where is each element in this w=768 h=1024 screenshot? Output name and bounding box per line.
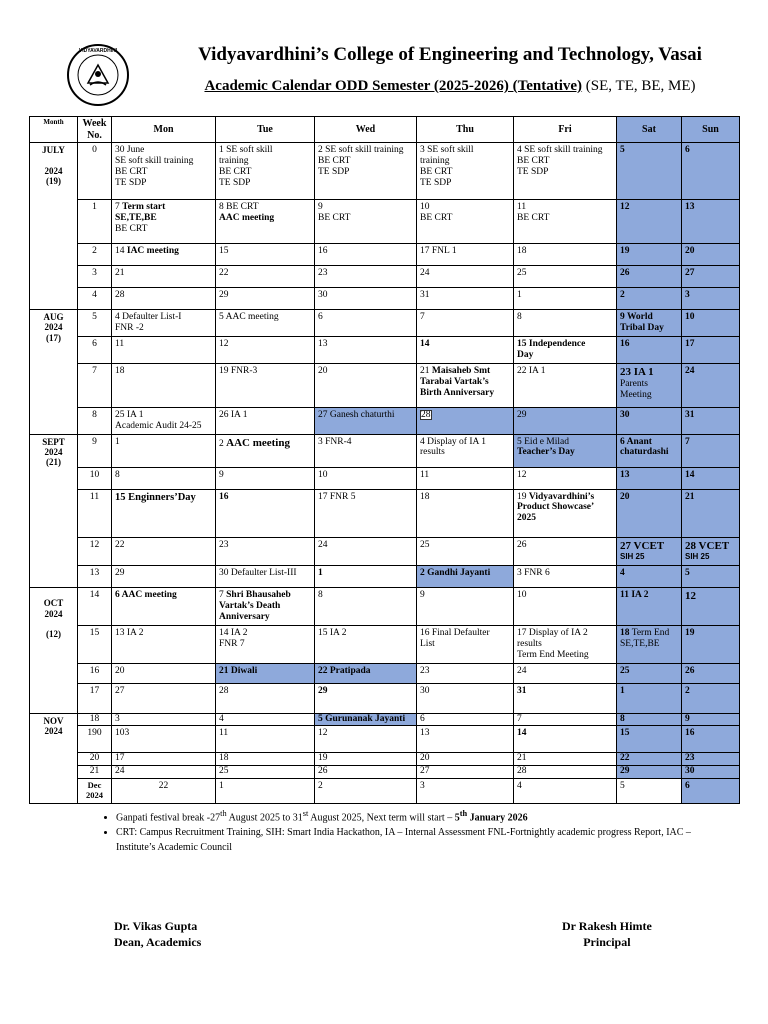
- college-title: Vidyavardhini’s College of Engineering and Technology, Vasai: [198, 44, 702, 65]
- cell-thu: 31: [417, 288, 514, 310]
- table-row: [30, 779, 740, 804]
- week-no: 11: [78, 489, 112, 537]
- table-row: [30, 626, 740, 664]
- table-row: [30, 434, 740, 467]
- table-row: [30, 407, 740, 434]
- note-sup: st: [302, 809, 309, 818]
- cell-sun: 30: [682, 766, 740, 779]
- week-no: 21: [78, 766, 112, 779]
- cell-fri: 12: [514, 467, 617, 489]
- calendar-subtitle-tail: (SE, TE, BE, ME): [582, 78, 696, 94]
- cell-sat: 29: [617, 766, 682, 779]
- month-july: JULY 2024 (19): [30, 143, 78, 310]
- cell-sun: 16: [682, 726, 740, 753]
- col-header-mon: Mon: [112, 117, 216, 143]
- table-row: [30, 244, 740, 266]
- month-aug: AUG 2024 (17): [30, 310, 78, 435]
- cell-sun: 24: [682, 363, 740, 407]
- cell-sat: 22: [617, 753, 682, 766]
- table-row: [30, 566, 740, 588]
- cell-fri: 29: [514, 407, 617, 434]
- cell-wed: 3: [417, 779, 514, 804]
- cell-fri: 31: [514, 684, 617, 714]
- cell-thu: 30: [417, 684, 514, 714]
- cell-fri: 15 Independence Day: [514, 336, 617, 363]
- cell-mon: 4 Defaulter List-I FNR -2: [112, 310, 216, 337]
- cell-wed: 27 Ganesh chaturthi: [315, 407, 417, 434]
- cell-fri: 11 BE CRT: [514, 200, 617, 244]
- cell-sat: 16: [617, 336, 682, 363]
- cell-sat: 9 World Tribal Day: [617, 310, 682, 337]
- cell-tue: 23: [216, 537, 315, 566]
- cell-event: AAC meeting: [226, 436, 290, 449]
- note-text: Ganpati festival break -27: [116, 812, 221, 824]
- cell-thu: 20: [417, 753, 514, 766]
- cell-wed: 6: [315, 310, 417, 337]
- table-row: [30, 588, 740, 626]
- cell-day: 18: [620, 628, 630, 639]
- week-no: 15: [78, 626, 112, 664]
- cell-mon: 24: [112, 766, 216, 779]
- cell-sun: 9: [682, 714, 740, 726]
- signature-name: Dr. Vikas Gupta: [114, 919, 198, 933]
- cell-tue: 16: [216, 489, 315, 537]
- cell-tue: [216, 588, 315, 626]
- cell-thu: 4: [514, 779, 617, 804]
- cell-event: 23 IA 1: [620, 365, 654, 378]
- table-row: [30, 200, 740, 244]
- cell-tue: 2: [315, 779, 417, 804]
- cell-note: BE CRT: [115, 223, 148, 234]
- col-header-tue: Tue: [216, 117, 315, 143]
- cell-sun: 13: [682, 200, 740, 244]
- cell-wed: 9 BE CRT: [315, 200, 417, 244]
- cell-mon: 11: [112, 336, 216, 363]
- week-no: 9: [78, 434, 112, 467]
- cell-tue: 12: [216, 336, 315, 363]
- cell-sat: 13: [617, 467, 682, 489]
- cell-sun: 10: [682, 310, 740, 337]
- week-no: 10: [78, 467, 112, 489]
- week-no: 22: [112, 779, 216, 804]
- cell-fri: 17 Display of IA 2 results Term End Meeting: [514, 626, 617, 664]
- cell-thu: 13: [417, 726, 514, 753]
- cell-note: SIH 25: [620, 552, 645, 562]
- col-header-thu: Thu: [417, 117, 514, 143]
- week-no: 5: [78, 310, 112, 337]
- cell-thu: 27: [417, 766, 514, 779]
- cell-mon: 15 Enginners’Day: [112, 489, 216, 537]
- cell-wed: 30: [315, 288, 417, 310]
- cell-fri: 7: [514, 714, 617, 726]
- cell-mon: 1: [216, 779, 315, 804]
- cell-sun: 19: [682, 626, 740, 664]
- col-header-sat: Sat: [617, 117, 682, 143]
- col-header-week: Week No.: [78, 117, 112, 143]
- cell-thu: 2 Gandhi Jayanti: [417, 566, 514, 588]
- cell-sun: 14: [682, 467, 740, 489]
- cell-wed: 12: [315, 726, 417, 753]
- cell-thu: 16 Final Defaulter List: [417, 626, 514, 664]
- cell-tue: 30 Defaulter List-III: [216, 566, 315, 588]
- cell-day: 28: [421, 409, 431, 420]
- cell-thu: 3 SE soft skill training BE CRT TE SDP: [417, 143, 514, 200]
- calendar-subtitle-main: Academic Calendar ODD Semester (2025-2026) (Tentative): [204, 78, 583, 94]
- cell-tue: 22: [216, 266, 315, 288]
- cell-day: 14: [115, 246, 127, 256]
- table-row: [30, 288, 740, 310]
- cell-mon: 27: [112, 684, 216, 714]
- signature-role: Dean, Academics: [114, 935, 202, 950]
- col-header-wed: Wed: [315, 117, 417, 143]
- cell-fri: 4 SE soft skill training BE CRT TE SDP: [514, 143, 617, 200]
- cell-thu: 18: [417, 489, 514, 537]
- cell-sun: 21: [682, 489, 740, 537]
- signature-dean: [114, 918, 201, 950]
- cell-day: 19: [517, 491, 529, 502]
- week-no: 1: [78, 200, 112, 244]
- note-sup: th: [220, 809, 227, 818]
- cell-mon: 28: [112, 288, 216, 310]
- cell-mon: [112, 244, 216, 266]
- cell-sat: 4: [617, 566, 682, 588]
- week-no: 17: [78, 684, 112, 714]
- cell-sat: 25: [617, 664, 682, 684]
- cell-event: Shri Bhausaheb Vartak’s Death Anniversary: [219, 590, 291, 623]
- week-no: 2: [78, 244, 112, 266]
- cell-mon: 103: [112, 726, 216, 753]
- cell-sun: 26: [682, 664, 740, 684]
- cell-tue: 26 IA 1: [216, 407, 315, 434]
- cell-thu: [417, 363, 514, 407]
- cell-sun: [682, 537, 740, 566]
- month-sept: SEPT 2024 (21): [30, 434, 78, 588]
- cell-tue: 21 Diwali: [216, 664, 315, 684]
- table-row: [30, 336, 740, 363]
- cell-fri: 21: [514, 753, 617, 766]
- cell-thu: 4 Display of IA 1 results: [417, 434, 514, 467]
- cell-event: Maisaheb Smt Tarabai Vartak’s Birth Anniversary: [420, 365, 495, 398]
- cell-tue: 29: [216, 288, 315, 310]
- cell-tue: 1 SE soft skill training BE CRT TE SDP: [216, 143, 315, 200]
- college-logo: [66, 43, 130, 107]
- cell-thu: 7: [417, 310, 514, 337]
- table-row: [30, 753, 740, 766]
- table-row: [30, 664, 740, 684]
- cell-mon: 17: [112, 753, 216, 766]
- cell-wed: 24: [315, 537, 417, 566]
- cell-event: Term End SE,TE,BE: [620, 628, 670, 650]
- cell-tue: 25: [216, 766, 315, 779]
- cell-thu: [417, 407, 514, 434]
- month-dec: Dec 2024: [78, 779, 112, 804]
- month-nov: NOV 2024: [30, 714, 78, 804]
- table-row: [30, 684, 740, 714]
- cell-mon: 8: [112, 467, 216, 489]
- cell-tue: 4: [216, 714, 315, 726]
- cell-day: 21: [420, 365, 432, 376]
- cell-tue: 28: [216, 684, 315, 714]
- cell-thu: 11: [417, 467, 514, 489]
- cell-sat: 1: [617, 684, 682, 714]
- cell-fri: 8: [514, 310, 617, 337]
- cell-wed: 5 Gurunanak Jayanti: [315, 714, 417, 726]
- cell-tue: 9: [216, 467, 315, 489]
- cell-sat: 19: [617, 244, 682, 266]
- cell-sat: 20: [617, 489, 682, 537]
- week-no: 18: [78, 714, 112, 726]
- cell-sun: 17: [682, 336, 740, 363]
- cell-wed: 19: [315, 753, 417, 766]
- cell-fri: [514, 434, 617, 467]
- cell-event: AAC meeting: [219, 212, 275, 223]
- week-no: 7: [78, 363, 112, 407]
- cell-fri: 22 IA 1: [514, 363, 617, 407]
- cell-wed: 13: [315, 336, 417, 363]
- note-date: January 2026: [467, 812, 528, 824]
- col-header-sun: Sun: [682, 117, 740, 143]
- cell-wed: 3 FNR-4: [315, 434, 417, 467]
- table-row: [30, 266, 740, 288]
- cell-wed: 10: [315, 467, 417, 489]
- cell-fri: 28: [514, 766, 617, 779]
- cell-wed: 8: [315, 588, 417, 626]
- cell-tue: 14 IA 2 FNR 7: [216, 626, 315, 664]
- svg-text:VIDYAVARDHINI: VIDYAVARDHINI: [78, 48, 118, 54]
- week-no: 20: [78, 753, 112, 766]
- cell-day: 7: [219, 590, 227, 601]
- month-oct: OCT 2024 (12): [30, 588, 78, 714]
- cell-wed: 1: [315, 566, 417, 588]
- cell-wed: 23: [315, 266, 417, 288]
- cell-mon: 20: [112, 664, 216, 684]
- cell-tue: [216, 434, 315, 467]
- table-row: [30, 714, 740, 726]
- cell-day: 5 Eid e Milad: [517, 436, 569, 447]
- note-text: August 2025, Next term will start –: [308, 812, 455, 824]
- cell-sun: 7: [682, 434, 740, 467]
- cell-mon: 18: [112, 363, 216, 407]
- cell-fri: 24: [514, 664, 617, 684]
- cell-mon: 30 June SE soft skill training BE CRT TE SDP: [112, 143, 216, 200]
- cell-day: 2: [219, 438, 227, 449]
- cell-mon: 1: [112, 434, 216, 467]
- cell-mon: [112, 200, 216, 244]
- cell-sat: 12: [617, 200, 682, 244]
- cell-tue: 18: [216, 753, 315, 766]
- cell-fri: 3 FNR 6: [514, 566, 617, 588]
- cell-mon: 29: [112, 566, 216, 588]
- cell-sat: [617, 363, 682, 407]
- cell-event: Teacher’s Day: [517, 447, 575, 458]
- note-sup: th: [459, 809, 468, 818]
- cell-tue: 19 FNR-3: [216, 363, 315, 407]
- cell-fri: [514, 489, 617, 537]
- week-no: 190: [78, 726, 112, 753]
- cell-mon: 3: [112, 714, 216, 726]
- cell-sat: [617, 626, 682, 664]
- cell-mon: 13 IA 2: [112, 626, 216, 664]
- cell-fri: 25: [514, 266, 617, 288]
- table-row: [30, 363, 740, 407]
- note-text: August 2025 to 31: [226, 812, 303, 824]
- table-row: [30, 467, 740, 489]
- signature-name: Dr Rakesh Himte: [562, 919, 652, 933]
- cell-sun: 20: [682, 244, 740, 266]
- table-row: [30, 143, 740, 200]
- week-no: 0: [78, 143, 112, 200]
- academic-calendar-table: [29, 116, 740, 804]
- cell-event: Term start SE,TE,BE: [115, 202, 166, 223]
- header-row: [30, 117, 740, 143]
- cell-fri: 26: [514, 537, 617, 566]
- cell-fri: 1: [514, 288, 617, 310]
- week-no: 8: [78, 407, 112, 434]
- cell-thu: 6: [417, 714, 514, 726]
- week-no: 12: [78, 537, 112, 566]
- signature-principal: [562, 918, 652, 950]
- cell-wed: 15 IA 2: [315, 626, 417, 664]
- cell-wed: 17 FNR 5: [315, 489, 417, 537]
- cell-wed: 22 Pratipada: [315, 664, 417, 684]
- table-row: [30, 310, 740, 337]
- cell-wed: 2 SE soft skill training BE CRT TE SDP: [315, 143, 417, 200]
- week-no: 6: [78, 336, 112, 363]
- cell-wed: 26: [315, 766, 417, 779]
- cell-thu: 14: [417, 336, 514, 363]
- cell-sat: 30: [617, 407, 682, 434]
- col-header-fri: Fri: [514, 117, 617, 143]
- cell-sun: 31: [682, 407, 740, 434]
- cell-fri: 10: [514, 588, 617, 626]
- cell-sat: 11 IA 2: [617, 588, 682, 626]
- cell-fri: 5: [617, 779, 682, 804]
- week-no: 4: [78, 288, 112, 310]
- cell-tue: 5 AAC meeting: [216, 310, 315, 337]
- footnotes: [100, 808, 700, 855]
- cell-sun: 6: [682, 143, 740, 200]
- cell-fri: 14: [514, 726, 617, 753]
- cell-sat: 6: [682, 779, 740, 804]
- cell-tue: 11: [216, 726, 315, 753]
- calendar-subtitle: [140, 78, 760, 95]
- cell-sat: 15: [617, 726, 682, 753]
- cell-tue: 15: [216, 244, 315, 266]
- cell-thu: 25: [417, 537, 514, 566]
- week-no: 3: [78, 266, 112, 288]
- cell-sun: 2: [682, 684, 740, 714]
- cell-thu: 9: [417, 588, 514, 626]
- cell-thu: 17 FNL 1: [417, 244, 514, 266]
- week-no: 13: [78, 566, 112, 588]
- cell-sun: 12: [682, 588, 740, 626]
- cell-sat: [617, 537, 682, 566]
- cell-thu: 24: [417, 266, 514, 288]
- cell-day: 8 BE CRT: [219, 202, 259, 212]
- week-no: 14: [78, 588, 112, 626]
- cell-note: SIH 25: [685, 552, 710, 562]
- cell-mon: 21: [112, 266, 216, 288]
- cell-sat: 5: [617, 143, 682, 200]
- cell-event: 28 VCET: [685, 539, 730, 552]
- cell-mon: 6 AAC meeting: [112, 588, 216, 626]
- col-header-month: Month: [30, 117, 78, 143]
- cell-day: 7: [115, 202, 123, 212]
- table-row: [30, 489, 740, 537]
- cell-event: IAC meeting: [126, 246, 179, 256]
- cell-wed: 29: [315, 684, 417, 714]
- table-row: [30, 537, 740, 566]
- cell-thu: 23: [417, 664, 514, 684]
- cell-sat: 2: [617, 288, 682, 310]
- cell-tue: [216, 200, 315, 244]
- cell-sun: 27: [682, 266, 740, 288]
- week-no: 16: [78, 664, 112, 684]
- cell-sat: 6 Anant chaturdashi: [617, 434, 682, 467]
- cell-fri: 18: [514, 244, 617, 266]
- note-abbreviations: • CRT: Campus Recruitment Training, SIH: Smart India Hackathon, IA – Internal Assessment FNL-Fortnightly academic progress Report, IAC – Institute’s Academic Council: [116, 825, 700, 855]
- cell-mon: 25 IA 1 Academic Audit 24-25: [112, 407, 216, 434]
- cell-thu: 10 BE CRT: [417, 200, 514, 244]
- table-row: [30, 726, 740, 753]
- cell-wed: 16: [315, 244, 417, 266]
- cell-sat: 8: [617, 714, 682, 726]
- table-row: [30, 766, 740, 779]
- cell-mon: 22: [112, 537, 216, 566]
- cell-sat: 26: [617, 266, 682, 288]
- cell-event: 27 VCET: [620, 539, 665, 552]
- signature-role: Principal: [583, 935, 631, 950]
- cell-wed: 20: [315, 363, 417, 407]
- cell-sun: 3: [682, 288, 740, 310]
- cell-sun: 23: [682, 753, 740, 766]
- cell-event: Vidyavardhini’s Product Showcase’ 2025: [517, 491, 595, 524]
- cell-sun: 5: [682, 566, 740, 588]
- cell-note: Parents Meeting: [620, 378, 652, 400]
- note-date: 5: [454, 812, 460, 824]
- note-ganpati-break: [116, 808, 700, 825]
